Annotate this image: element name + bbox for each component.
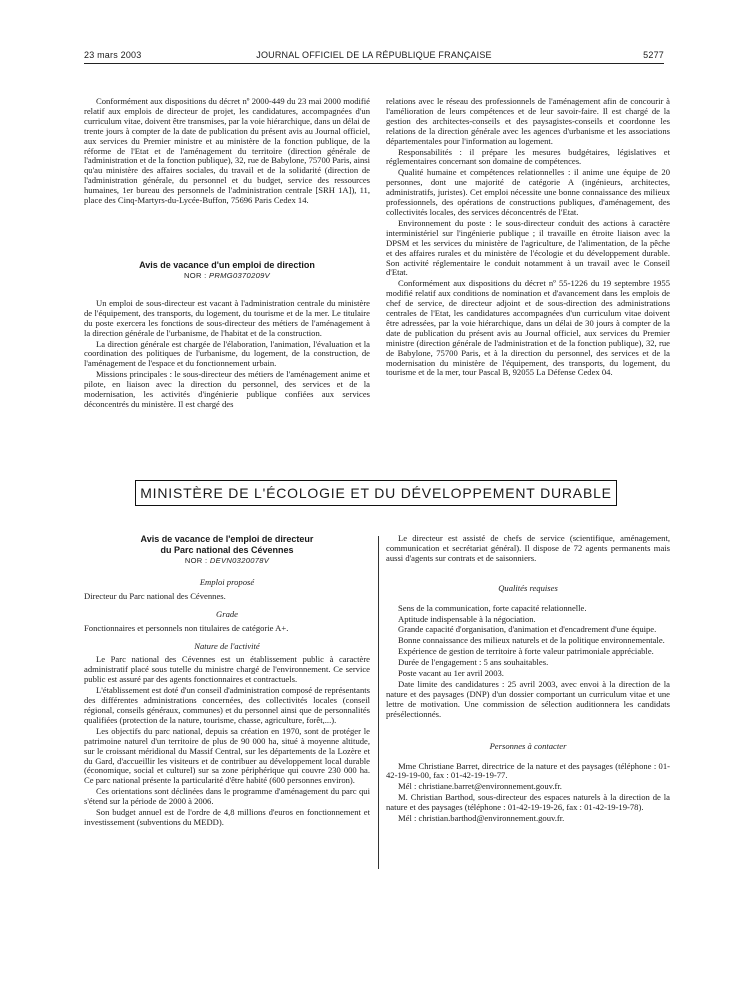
ministry-heading: MINISTÈRE DE L'ÉCOLOGIE ET DU DÉVELOPPEMENT DURABLE bbox=[140, 485, 612, 501]
nor-label: NOR : bbox=[184, 556, 208, 565]
nor-code: PRMG0370209V bbox=[209, 270, 271, 280]
section-heading-qualites: Qualités requises bbox=[498, 582, 558, 593]
column-top-right bbox=[386, 97, 670, 378]
paragraph: Mél : christiane.barret@environnement.gouv.fr. bbox=[398, 781, 562, 792]
column-bottom-left bbox=[84, 534, 370, 828]
nor-reference bbox=[84, 271, 370, 281]
paragraph: Directeur du Parc national des Cévennes. bbox=[84, 590, 226, 601]
nor-code: DEVN0320078V bbox=[209, 556, 270, 565]
paragraph: Qualité humaine et compétences relationnelles : il anime une équipe de 20 personnes, dont une majorité de catégorie A (ingénieurs, architectes, administratifs, juristes). Cet emploi nécessite une bonne connaissance des milieux professionnels, des opérations de constructions publiques, d'aménagement, des collectivités locales, des services déconcentrés de l'Etat. bbox=[386, 167, 670, 217]
paragraph: Un emploi de sous-directeur est vacant à l'administration centrale du ministère de l'équipement, des transports, du logement, du tourisme et de la mer. Le titulaire du poste exercera les fonctions de sous-directeur des métiers de l'aménagement à la direction générale de l'urbanisme, de l'habitat et de la construction. bbox=[84, 297, 370, 338]
section-heading-contact: Personnes à contacter bbox=[489, 740, 567, 751]
notice-title-line1: Avis de vacance de l'emploi de directeur bbox=[140, 534, 314, 544]
paragraph: Le Parc national des Cévennes est un établissement public à caractère administratif placé sous tutelle du ministre chargé de l'environnement. Ce service public est assuré par des agents fonctionnaires et contractuels. bbox=[84, 654, 370, 685]
header-date: 23 mars 2003 bbox=[84, 50, 142, 60]
paragraph: Bonne connaissance des milieux naturels et de la politique environnementale. bbox=[398, 635, 665, 646]
paragraph: La direction générale est chargée de l'élaboration, l'animation, l'évaluation et la coordination des politiques de l'urbanisme, du logement, de la construction, de l'aménagement de l'espace et du fonctionnement urbain. bbox=[84, 338, 370, 369]
column-bottom-right bbox=[386, 534, 670, 824]
paragraph: Les objectifs du parc national, depuis sa création en 1970, sont de protéger le patrimoine naturel d'un territoire de plus de 90 000 ha, situé à moyenne altitude, sur le croissant méridional du Massif Central, sur les départements de la Lozère et du Gard, d'accueillir les visiteurs et de contribuer au développement local durable (économique, social et culturel) sur sa zone périphérique qui couvre 230 000 ha. Ce parc national présente la particularité d'être habité (600 personnes environ). bbox=[84, 725, 370, 786]
notice-title-line2: du Parc national des Cévennes bbox=[160, 545, 294, 555]
paragraph: M. Christian Barthod, sous-directeur des espaces naturels à la direction de la nature et des paysages (téléphone : 01-42-19-19-26, fax : 01-42-19-19-78). bbox=[386, 792, 670, 813]
paragraph: Sens de la communication, forte capacité relationnelle. bbox=[398, 602, 587, 613]
section-heading-grade: Grade bbox=[216, 608, 238, 619]
header-rule bbox=[84, 63, 664, 64]
nor-label: NOR : bbox=[183, 270, 207, 280]
column-divider bbox=[378, 536, 379, 869]
paragraph: Fonctionnaires et personnels non titulaires de catégorie A+. bbox=[84, 622, 289, 633]
paragraph: Conformément aux dispositions du décret nº 55-1226 du 19 septembre 1955 modifié relatif aux conditions de nomination et d'avancement dans les emplois de chef de service, de directeur adjoint et de sous-direction des administrations centrales de l'Etat, les candidatures accompagnées d'un curriculum vitae doivent être adressées, par la voie hiérarchique, dans un délai de 30 jours à compter de la date de publication du présent avis au Journal officiel, aux services du Premier ministre (direction générale de l'administration et de la fonction publique), 32, rue de Babylone, 75700 Paris, et à la direction du personnel, des services et de la modernisation du ministère de l'équipement, des transports, du logement, du tourisme et de la mer, tour Pascal B, 92055 La Défense Cedex 04. bbox=[386, 278, 670, 378]
notice-title: Avis de vacance d'un emploi de direction bbox=[139, 259, 315, 270]
paragraph: Environnement du poste : le sous-directeur conduit des actions à caractère interministériel sur l'ingénierie publique ; il travaille en étroite liaison avec la DPSM et les services du ministère de l'agriculture, de l'alimentation, de la pêche et des affaires rurales et du ministère de l'écologie et du développement durable. Son activité réglementaire le conduit notamment à un travail avec le Conseil d'Etat. bbox=[386, 217, 670, 278]
paragraph: Conformément aux dispositions du décret nº 2000-449 du 23 mai 2000 modifié relatif aux emplois de directeur de projet, les candidatures, accompagnées d'un curriculum vitae, doivent être transmises, par la voie hiérarchique, dans un délai de trente jours à compter de la date de publication du présent avis au Journal officiel, aux services du Premier ministre et au ministère de la fonction publique, de la réforme de l'Etat et de l'aménagement du territoire (direction générale de l'administration et de la fonction publique), 32, rue de Babylone, 75700 Paris, ainsi qu'au ministère des affaires sociales, du travail et de la solidarité (direction de l'administration générale, du personnel et du budget, service des ressources humaines, 1er bureau des personnels de l'administration centrale [SRH 1A]), 11, place des Cinq-Martyrs-du-Lycée-Buffon, 75696 Paris Cedex 14. bbox=[84, 96, 370, 206]
page-number: 5277 bbox=[643, 50, 664, 60]
section-heading-emploi: Emploi proposé bbox=[199, 576, 255, 587]
paragraph: Expérience de gestion de territoire à forte valeur patrimoniale appréciable. bbox=[398, 646, 654, 657]
section-heading-nature: Nature de l'activité bbox=[194, 640, 260, 651]
column-top-left bbox=[84, 97, 370, 410]
paragraph: Ces orientations sont déclinées dans le programme d'aménagement du parc qui s'étend sur la période de 2000 à 2006. bbox=[84, 786, 370, 807]
running-header bbox=[84, 50, 664, 62]
nor-reference bbox=[84, 556, 370, 566]
paragraph: Durée de l'engagement : 5 ans souhaitables. bbox=[398, 657, 549, 668]
paragraph: Date limite des candidatures : 25 avril 2003, avec envoi à la direction de la nature et des paysages (DNP) d'un dossier comportant un curriculum vitae et une lettre de motivation. Une commission de sélection auditionnera les candidats présélectionnés. bbox=[386, 678, 670, 719]
paragraph: Responsabilités : il prépare les mesures budgétaires, législatives et réglementaires concernant son domaine de compétences. bbox=[386, 146, 670, 167]
paragraph: Aptitude indispensable à la négociation. bbox=[398, 613, 536, 624]
paragraph: relations avec le réseau des professionnels de l'aménagement afin de concourir à l'amélioration de leurs compétences et de leur savoir-faire. Il est chargé de la gestion des architectes-conseils et des paysagistes-conseils et coordonne les relations de la direction générale avec les agences d'urbanisme et les associations départementales pour l'information au logement. bbox=[386, 96, 670, 146]
paragraph: Mél : christian.barthod@environnement.gouv.fr. bbox=[398, 813, 565, 824]
paragraph: Le directeur est assisté de chefs de service (scientifique, aménagement, communication et secrétariat général). Il dispose de 72 agents permanents mais aussi d'agents sur contrats et de saisonniers. bbox=[386, 533, 670, 563]
paragraph: Missions principales : le sous-directeur des métiers de l'aménagement anime et pilote, en liaison avec la direction du personnel, des services et de la modernisation, les activités d'ingénierie publique confiées aux services déconcentrés du ministère. Il est chargé des bbox=[84, 369, 370, 409]
paragraph: Son budget annuel est de l'ordre de 4,8 millions d'euros en fonctionnement et investissement (subventions du MEDD). bbox=[84, 807, 370, 827]
journal-title: JOURNAL OFFICIEL DE LA RÉPUBLIQUE FRANÇAISE bbox=[256, 50, 492, 60]
ministry-heading-box bbox=[135, 480, 617, 506]
paragraph: Poste vacant au 1er avril 2003. bbox=[398, 668, 504, 679]
paragraph: Grande capacité d'organisation, d'animation et d'encadrement d'une équipe. bbox=[398, 624, 657, 635]
paragraph: L'établissement est doté d'un conseil d'administration composé de représentants des différentes administrations concernées, des collectivités locales (conseil régional, conseils généraux, communes) et du personnel ainsi que de personnalités qualifiées (protection de la nature, tourisme, chasse, agriculture, forêt,...). bbox=[84, 685, 370, 725]
paragraph: Mme Christiane Barret, directrice de la nature et des paysages (téléphone : 01-42-19-19-00, fax : 01-42-19-19-77. bbox=[386, 760, 670, 781]
